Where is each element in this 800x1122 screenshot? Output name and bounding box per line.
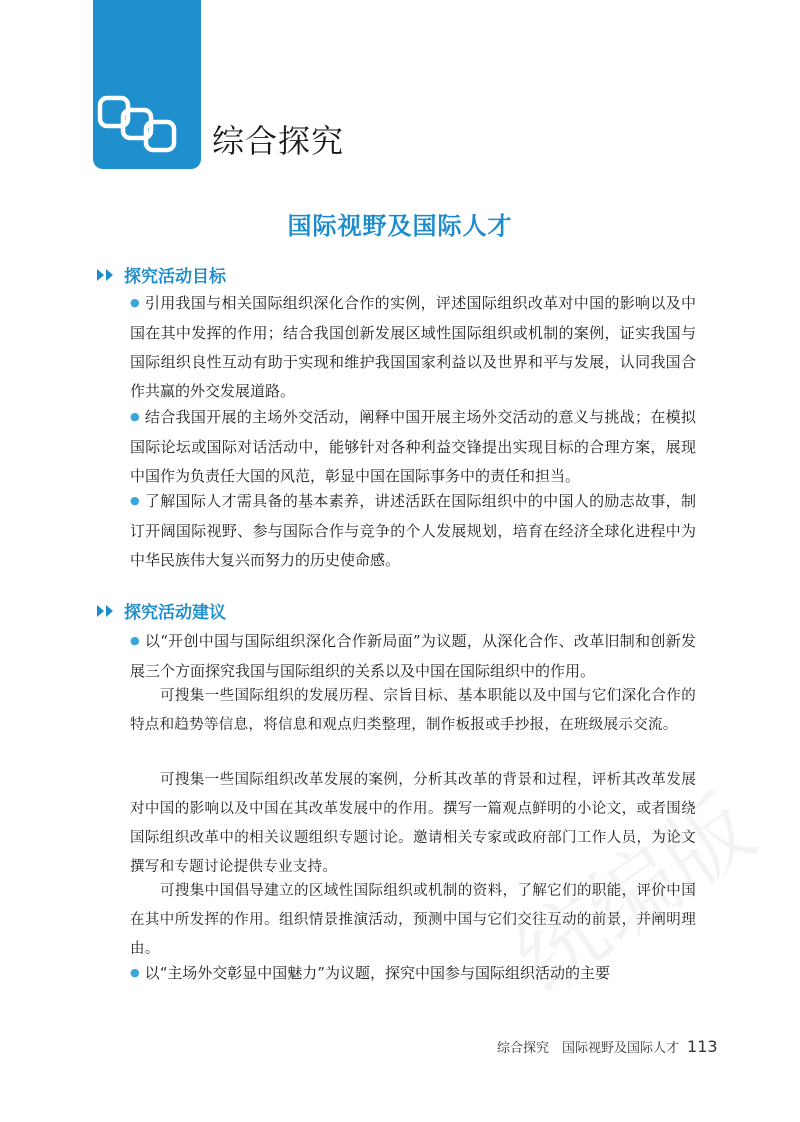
suggestions-heading-label: 探究活动建议 [124, 603, 226, 623]
bullet-icon: ● [130, 634, 140, 647]
goal-item-2: ● 结合我国开展的主场外交活动，阐释中国开展主场外交活动的意义与挑战；在模拟国际论坛或国际对话活动中，能够针对各种利益交锋提出实现目标的合理方案，展现中国作为负责任大国的风范，彰显中国在国际事务中的责任和担当。 [130, 408, 696, 485]
suggestions-heading [96, 598, 226, 623]
goals-heading-label: 探究活动目标 [124, 267, 226, 287]
double-chevron-icon [96, 267, 124, 287]
page-number: 113 [687, 1037, 718, 1056]
double-chevron-icon [96, 603, 124, 623]
page-footer [497, 1037, 718, 1056]
suggestion-item-2: ● 以“主场外交彰显中国魅力”为议题，探究中国参与国际组织活动的主要 [130, 964, 610, 982]
bullet-icon: ● [130, 410, 140, 423]
running-title: 综合探究 国际视野及国际人才 [497, 1041, 680, 1056]
suggestion-sub-3: 可搜集中国倡导建立的区域性国际组织或机制的资料，了解它们的职能，评价中国在其中所发挥的作用。组织情景推演活动，预测中国与它们交往互动的前景，并阐明理由。 [130, 883, 696, 957]
bullet-icon: ● [130, 494, 140, 507]
goal-item-3: ● 了解国际人才需具备的基本素养，讲述活跃在国际组织中的中国人的励志故事，制订开阔国际视野、参与国际合作与竞争的个人发展规划，培育在经济全球化进程中为中华民族伟大复兴而努力的历史使命感。 [130, 492, 696, 569]
linked-squares-icon [97, 88, 177, 160]
topic-title: 国际视野及国际人才 [287, 211, 513, 240]
goals-heading [96, 262, 226, 287]
suggestion-sub-1: 可搜集一些国际组织的发展历程、宗旨目标、基本职能以及中国与它们深化合作的特点和趋势等信息，将信息和观点归类整理，制作板报或手抄报，在班级展示交流。 [130, 688, 696, 733]
bullet-icon: ● [130, 966, 140, 979]
suggestion-sub-2: 可搜集一些国际组织改革发展的案例，分析其改革的背景和过程，评析其改革发展对中国的影响以及中国在其改革发展中的作用。撰写一篇观点鲜明的小论文，或者围绕国际组织改革中的相关议题组织专题讨论。邀请相关专家或政府部门工作人员，为论文撰写和专题讨论提供专业支持。 [130, 772, 696, 875]
section-title: 综合探究 [212, 122, 345, 160]
suggestion-item-1: ● 以“开创中国与国际组织深化合作新局面”为议题，从深化合作、改革旧制和创新发展三个方面探究我国与国际组织的关系以及中国在国际组织中的作用。 [130, 632, 696, 680]
section-tab [93, 0, 201, 169]
goal-item-1: ● 引用我国与相关国际组织深化合作的实例，评述国际组织改革对中国的影响以及中国在其中发挥的作用；结合我国创新发展区域性国际组织或机制的案例，证实我国与国际组织良性互动有助于实现和维护我国国家利益以及世界和平与发展，认同我国合作共赢的外交发展道路。 [130, 294, 696, 400]
bullet-icon: ● [130, 296, 140, 309]
